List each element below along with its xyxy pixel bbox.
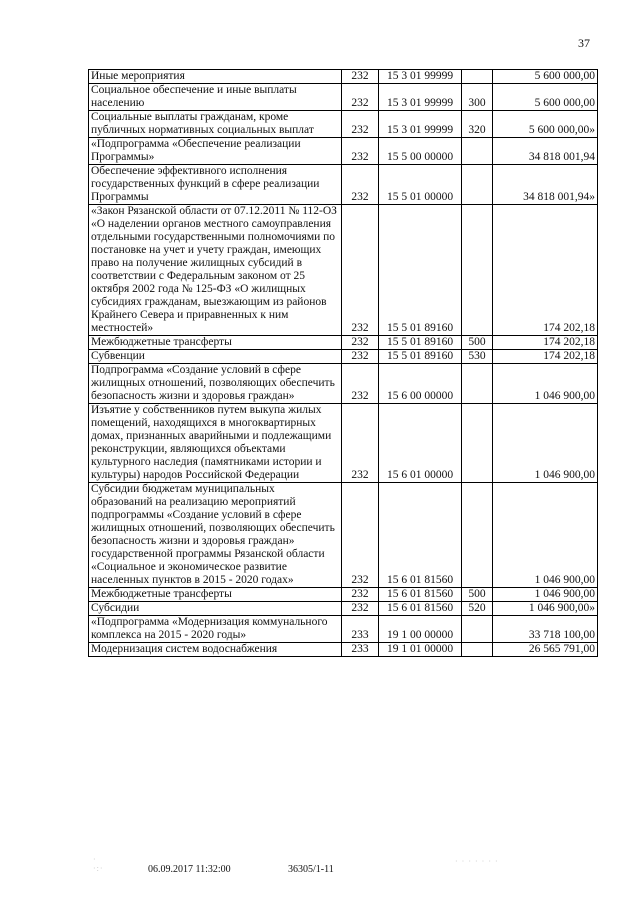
row-sum: 1 046 900,00 <box>493 364 598 404</box>
row-name: Социальное обеспечение и иные выплаты населению <box>89 84 342 111</box>
row-sum: 34 818 001,94» <box>493 165 598 205</box>
row-csr-code: 15 5 01 89160 <box>379 350 462 364</box>
row-name: Субсидии бюджетам муниципальных образований на реализацию мероприятий подпрограммы «Создание условий в сфере жилищных отношений, позволяющих обеспечить безопасность жизни и здоровья граждан» государственной программы Рязанской области «Социальное и экономическое развитие населенных пунктов в 2015 - 2020 годах» <box>89 483 342 588</box>
row-vr-code <box>462 165 493 205</box>
row-sum: 5 600 000,00 <box>493 70 598 84</box>
table-row <box>89 364 598 404</box>
row-ved-code: 232 <box>342 588 379 602</box>
row-vr-code <box>462 70 493 84</box>
row-ved-code: 232 <box>342 138 379 165</box>
row-sum: 1 046 900,00 <box>493 404 598 483</box>
row-csr-code: 15 5 00 00000 <box>379 138 462 165</box>
row-vr-code: 320 <box>462 111 493 138</box>
row-ved-code: 232 <box>342 364 379 404</box>
row-csr-code: 19 1 01 00000 <box>379 643 462 657</box>
row-vr-code <box>462 483 493 588</box>
row-csr-code: 15 3 01 99999 <box>379 84 462 111</box>
row-vr-code <box>462 404 493 483</box>
row-name: Изъятие у собственников путем выкупа жилых помещений, находящихся в многоквартирных домах, признанных аварийными и подлежащими реконструкции, являющихся объектами культурного наследия (памятниками истории и культуры) народов Российской Федерации <box>89 404 342 483</box>
row-sum: 1 046 900,00 <box>493 483 598 588</box>
table-row <box>89 336 598 350</box>
footer-date: 06.09.2017 11:32:00 <box>148 864 231 875</box>
budget-table-body <box>89 70 598 657</box>
row-name: Модернизация систем водоснабжения <box>89 643 342 657</box>
row-name: «Подпрограмма «Модернизация коммунального комплекса на 2015 - 2020 годы» <box>89 616 342 643</box>
row-sum: 5 600 000,00» <box>493 111 598 138</box>
table-row <box>89 588 598 602</box>
row-name: Обеспечение эффективного исполнения государственных функций в сфере реализации Программы <box>89 165 342 205</box>
row-vr-code: 520 <box>462 602 493 616</box>
row-name: «Закон Рязанской области от 07.12.2011 № 112-ОЗ «О наделении органов местного самоуправления отдельными государственными полномочиями по постановке на учет и учету граждан, имеющих право на получение жилищных субсидий в соответствии с Федеральным законом от 25 октября 2002 года № 125-ФЗ «О жилищных субсидиях гражданам, выезжающим из районов Крайнего Севера и приравненных к ним местностей» <box>89 205 342 336</box>
row-csr-code: 15 6 01 00000 <box>379 404 462 483</box>
row-name: Социальные выплаты гражданам, кроме публичных нормативных социальных выплат <box>89 111 342 138</box>
table-row <box>89 205 598 336</box>
row-sum: 174 202,18 <box>493 350 598 364</box>
row-csr-code: 15 6 01 81560 <box>379 602 462 616</box>
row-sum: 1 046 900,00» <box>493 602 598 616</box>
footer-code: 36305/1-11 <box>288 864 334 875</box>
row-vr-code: 530 <box>462 350 493 364</box>
row-name: Иные мероприятия <box>89 70 342 84</box>
table-row <box>89 483 598 588</box>
row-vr-code <box>462 205 493 336</box>
row-ved-code: 232 <box>342 165 379 205</box>
row-ved-code: 232 <box>342 111 379 138</box>
row-csr-code: 15 6 01 81560 <box>379 483 462 588</box>
row-ved-code: 232 <box>342 205 379 336</box>
scan-mark-right: · · · · · · · <box>455 857 499 866</box>
row-name: Субвенции <box>89 350 342 364</box>
row-name: Субсидии <box>89 602 342 616</box>
table-row <box>89 404 598 483</box>
row-ved-code: 232 <box>342 350 379 364</box>
row-ved-code: 232 <box>342 84 379 111</box>
row-sum: 33 718 100,00 <box>493 616 598 643</box>
page-number: 37 <box>578 36 590 50</box>
row-ved-code: 232 <box>342 70 379 84</box>
row-sum: 34 818 001,94 <box>493 138 598 165</box>
row-csr-code: 19 1 00 00000 <box>379 616 462 643</box>
table-row <box>89 165 598 205</box>
row-csr-code: 15 3 01 99999 <box>379 111 462 138</box>
row-name: Межбюджетные трансферты <box>89 336 342 350</box>
row-vr-code <box>462 643 493 657</box>
row-ved-code: 232 <box>342 336 379 350</box>
scan-mark-left: · ·:· <box>93 855 104 873</box>
row-name: «Подпрограмма «Обеспечение реализации Программы» <box>89 138 342 165</box>
row-csr-code: 15 6 00 00000 <box>379 364 462 404</box>
table-row <box>89 70 598 84</box>
table-row <box>89 111 598 138</box>
row-csr-code: 15 5 01 00000 <box>379 165 462 205</box>
row-sum: 5 600 000,00 <box>493 84 598 111</box>
row-name: Межбюджетные трансферты <box>89 588 342 602</box>
row-vr-code: 300 <box>462 84 493 111</box>
row-ved-code: 232 <box>342 602 379 616</box>
budget-table <box>88 69 598 657</box>
row-sum: 1 046 900,00 <box>493 588 598 602</box>
table-row <box>89 84 598 111</box>
table-row <box>89 350 598 364</box>
row-ved-code: 232 <box>342 404 379 483</box>
table-row <box>89 138 598 165</box>
table-row <box>89 616 598 643</box>
row-vr-code <box>462 138 493 165</box>
row-name: Подпрограмма «Создание условий в сфере жилищных отношений, позволяющих обеспечить безопасность жизни и здоровья граждан» <box>89 364 342 404</box>
row-vr-code <box>462 364 493 404</box>
row-vr-code: 500 <box>462 588 493 602</box>
row-vr-code <box>462 616 493 643</box>
row-sum: 174 202,18 <box>493 336 598 350</box>
row-sum: 26 565 791,00 <box>493 643 598 657</box>
row-csr-code: 15 6 01 81560 <box>379 588 462 602</box>
row-csr-code: 15 5 01 89160 <box>379 336 462 350</box>
row-csr-code: 15 5 01 89160 <box>379 205 462 336</box>
table-row <box>89 643 598 657</box>
row-sum: 174 202,18 <box>493 205 598 336</box>
row-ved-code: 233 <box>342 616 379 643</box>
table-row <box>89 602 598 616</box>
row-vr-code: 500 <box>462 336 493 350</box>
row-csr-code: 15 3 01 99999 <box>379 70 462 84</box>
row-ved-code: 232 <box>342 483 379 588</box>
row-ved-code: 233 <box>342 643 379 657</box>
